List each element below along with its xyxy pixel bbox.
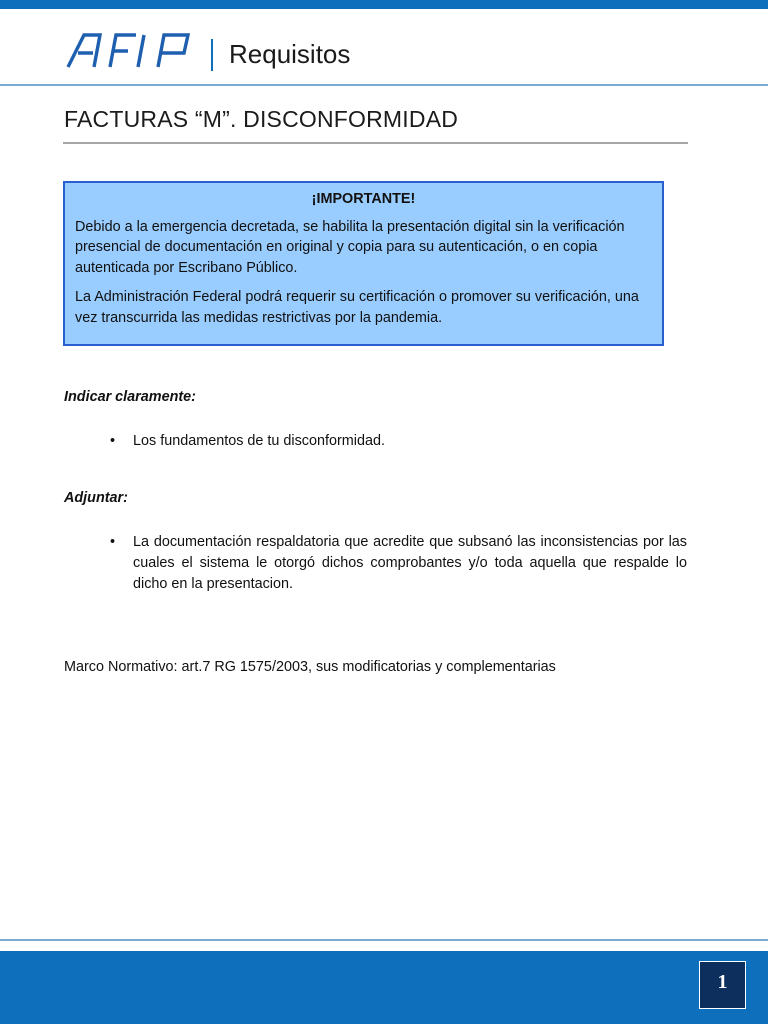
footer-rule: [0, 939, 768, 941]
important-notice-box: [63, 181, 664, 346]
afip-logo: [66, 31, 198, 71]
footer-bar: [0, 951, 768, 1024]
notice-paragraph-2: La Administración Federal podrá requerir su certificación o promover su verificación, una vez transcurrida las medidas restrictivas por la pandemia.: [75, 289, 639, 326]
section-label-adjuntar: Adjuntar:: [64, 490, 128, 506]
header-rule: [0, 84, 768, 86]
list-item-text: Los fundamentos de tu disconformidad.: [133, 433, 385, 449]
notice-heading: ¡IMPORTANTE!: [311, 191, 416, 207]
document-title: FACTURAS “M”. DISCONFORMIDAD: [64, 106, 459, 132]
legal-framework-text: Marco Normativo: art.7 RG 1575/2003, sus modificatorias y complementarias: [64, 659, 556, 675]
list-item: [110, 431, 687, 455]
top-accent-bar: [0, 0, 768, 9]
bullet-icon: •: [110, 534, 116, 550]
section-label-indicar: Indicar claramente:: [64, 389, 196, 405]
notice-paragraph-1: Debido a la emergencia decretada, se habilita la presentación digital sin la verificación presencial de documentación en original y copia para su autenticación, o en copia autenticada por Escribano Público.: [75, 218, 625, 276]
header-title: Requisitos: [229, 39, 351, 69]
header-divider: [211, 39, 213, 71]
page-header: [0, 9, 768, 85]
list-item-text: La documentación respaldatoria que acredite que subsanó las inconsistencias por las cuales el sistema le otorgó dichos comprobantes y/o toda aquella que respalde lo dicho en la presentacion.: [133, 534, 687, 592]
page-number: 1: [699, 961, 746, 1009]
bullet-icon: •: [110, 433, 116, 449]
title-underline: [63, 142, 688, 144]
list-item: [110, 532, 687, 598]
